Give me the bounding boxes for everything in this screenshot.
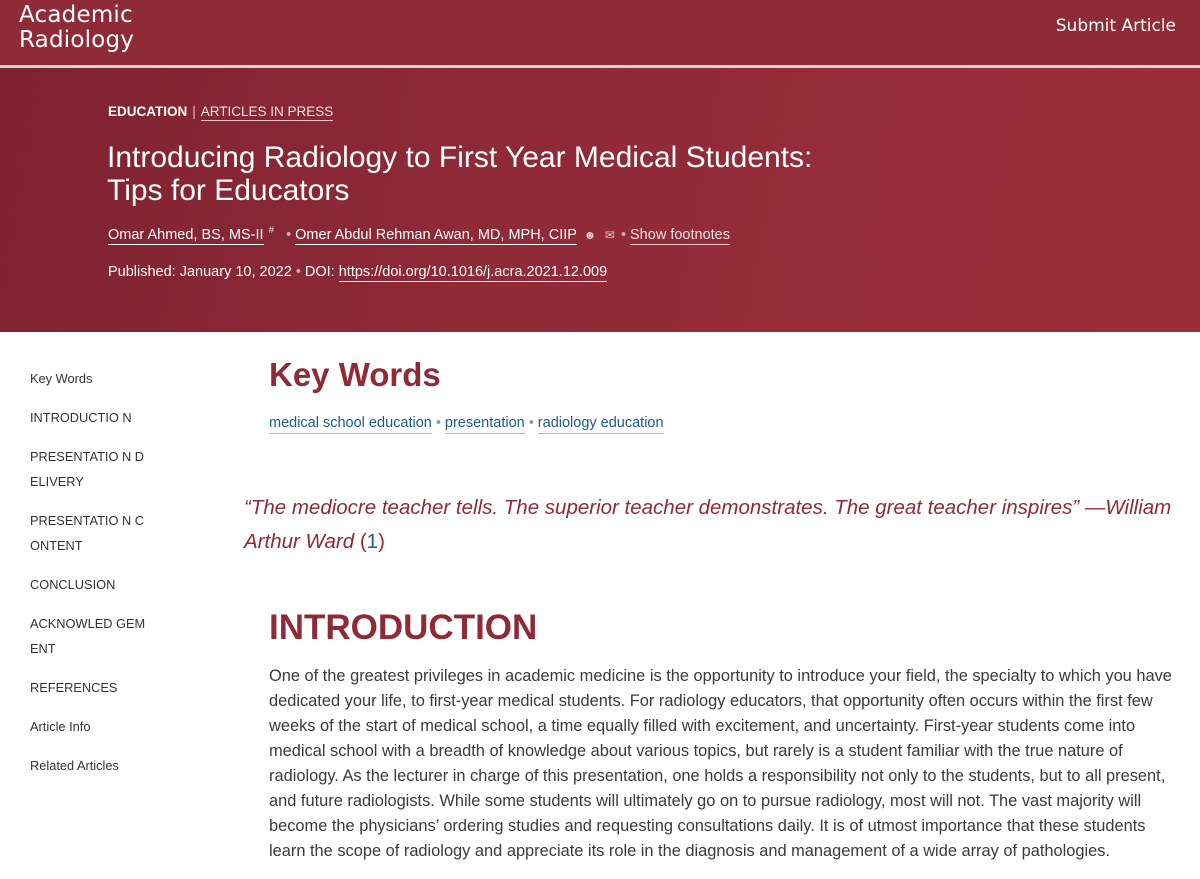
author-link[interactable]: Omar Ahmed, BS, MS-II [108, 226, 264, 243]
quote-open-paren: ( [359, 530, 367, 553]
reference-link[interactable]: 1 [366, 530, 379, 553]
epigraph-quote [244, 491, 1184, 559]
submit-article-link[interactable]: Submit Article [1055, 16, 1176, 36]
sidebar-item-acknowledgement[interactable]: ACKNOWLED GEMENT [30, 616, 146, 656]
keyword-separator-dot: • [528, 415, 534, 431]
introduction-paragraph: One of the greatest privileges in academic medicine is the opportunity to introduce your field, the specialty to which you have dedicated your life, to first-year medical students. For radiology educators, that opportunity often occurs within the first few weeks of the start of medical school, a time equally filled with excitement, and uncertainty. First-year students come into medical school with a breadth of knowledge about various topics, but rarely is a student familiar with the true nature of radiology. As the lecturer in charge of this presentation, one holds a responsibility not only to the students, but to all present, and future radiologists. While some students will ultimately go on to pursue radiology, most will not. The vast majority will become the physicians’ ordering studies and requesting consultations daily. It is of utmost importance that these students learn the scope of radiology and appreciate its role in the diagnosis and management of a wide array of pathologies. [269, 667, 1172, 860]
journal-logo[interactable] [19, 3, 134, 53]
article-title [107, 141, 867, 207]
author-footnote-marker[interactable]: # [268, 225, 275, 236]
breadcrumb-separator: | [192, 104, 196, 119]
sidebar-item-presentation-content[interactable]: PRESENTATIO N CONTENT [30, 513, 144, 553]
author-list [108, 225, 730, 243]
keyword-separator-dot: • [435, 415, 441, 431]
quote-text: “The mediocre teacher tells. The superior teacher demonstrates. The great teacher inspires” —William Arthur Ward [244, 496, 1172, 553]
pub-separator-dot: • [295, 264, 301, 280]
logo-line-1: Academic [19, 2, 133, 28]
person-icon[interactable]: ☻ [583, 227, 597, 242]
introduction-heading: INTRODUCTION [269, 608, 538, 647]
doi-label: DOI: [304, 264, 335, 280]
logo-line-2: Radiology [19, 27, 135, 53]
top-bar [0, 0, 1200, 65]
key-words-heading: Key Words [269, 356, 441, 393]
author-separator-dot: • [286, 226, 292, 243]
email-icon[interactable]: ✉ [604, 227, 615, 242]
article-outline-nav [30, 366, 150, 792]
quote-close-paren: ) [378, 530, 385, 553]
sidebar-item-article-info[interactable]: Article Info [30, 719, 91, 734]
author-link[interactable]: Omer Abdul Rehman Awan, MD, MPH, CIIP [295, 226, 577, 243]
publication-info [108, 264, 607, 280]
show-footnotes-link[interactable]: Show footnotes [630, 226, 730, 243]
doi-link[interactable]: https://doi.org/10.1016/j.acra.2021.12.009 [338, 264, 608, 280]
sidebar-item-presentation-delivery[interactable]: PRESENTATIO N DELIVERY [30, 449, 144, 489]
published-date: Published: January 10, 2022 [108, 264, 292, 280]
title-line-2: Tips for Educators [107, 174, 350, 207]
breadcrumb [108, 104, 333, 119]
sidebar-item-introduction[interactable]: INTRODUCTIO N [30, 410, 132, 425]
article-header [0, 68, 1200, 332]
articles-in-press-link[interactable]: ARTICLES IN PRESS [200, 104, 334, 119]
title-line-1: Introducing Radiology to First Year Medical Students: [107, 141, 813, 174]
keyword-list [269, 415, 664, 431]
sidebar-item-references[interactable]: REFERENCES [30, 680, 118, 695]
keyword-link[interactable]: radiology education [538, 415, 664, 434]
keyword-link[interactable]: presentation [445, 415, 525, 434]
keyword-link[interactable]: medical school education [269, 415, 432, 434]
author-separator-dot: • [620, 226, 627, 243]
section-label: EDUCATION [108, 104, 188, 119]
sidebar-item-key-words[interactable]: Key Words [30, 371, 93, 386]
sidebar-item-related-articles[interactable]: Related Articles [30, 758, 119, 773]
sidebar-item-conclusion[interactable]: CONCLUSION [30, 577, 116, 592]
